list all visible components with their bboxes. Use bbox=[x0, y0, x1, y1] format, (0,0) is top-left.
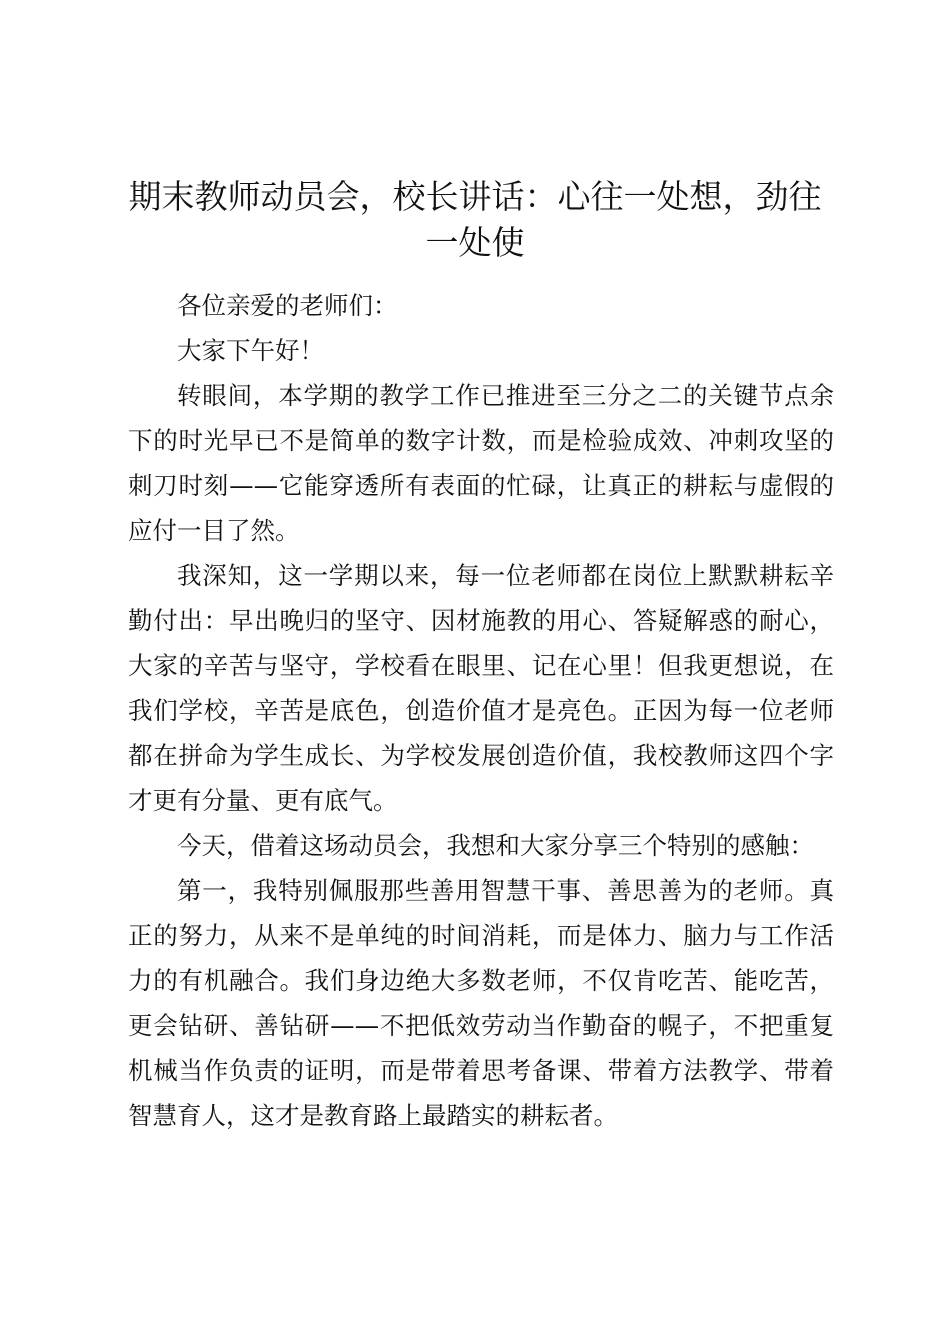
paragraph: 第一，我特别佩服那些善用智慧干事、善思善为的老师。真正的努力，从来不是单纯的时间消耗，而是体力、脑力与工作活力的有机融合。我们身边绝大多数老师，不仅肯吃苦、能吃苦，更会钻研、善钻研——不把低效劳动当作勤奋的幌子，不把重复机械当作负责的证明，而是带着思考备课、带着方法教学、带着智慧育人，这才是教育路上最踏实的耕耘者。 bbox=[128, 876, 834, 1130]
salutation: 各位亲爱的老师们： bbox=[177, 291, 398, 320]
paragraph: 转眼间，本学期的教学工作已推进至三分之二的关键节点余下的时光早已不是简单的数字计数，而是检验成效、冲刺攻坚的刺刀时刻——它能穿透所有表面的忙碌，让真正的耕耘与虚假的应付一目了然。 bbox=[128, 381, 834, 545]
greeting: 大家下午好！ bbox=[177, 336, 324, 365]
paragraph: 今天，借着这场动员会，我想和大家分享三个特别的感触： bbox=[177, 831, 814, 860]
paragraph: 我深知，这一学期以来，每一位老师都在岗位上默默耕耘辛勤付出：早出晚归的坚守、因材施教的用心、答疑解惑的耐心，大家的辛苦与坚守，学校看在眼里、记在心里！但我更想说，在我们学校，辛苦是底色，创造价值才是亮色。正因为每一位老师都在拼命为学生成长、为学校发展创造价值，我校教师这四个字才更有分量、更有底气。 bbox=[128, 561, 834, 815]
document-title: 期末教师动员会，校长讲话：心往一处想，劲往一处使 bbox=[128, 177, 822, 262]
document-body bbox=[128, 283, 834, 1138]
